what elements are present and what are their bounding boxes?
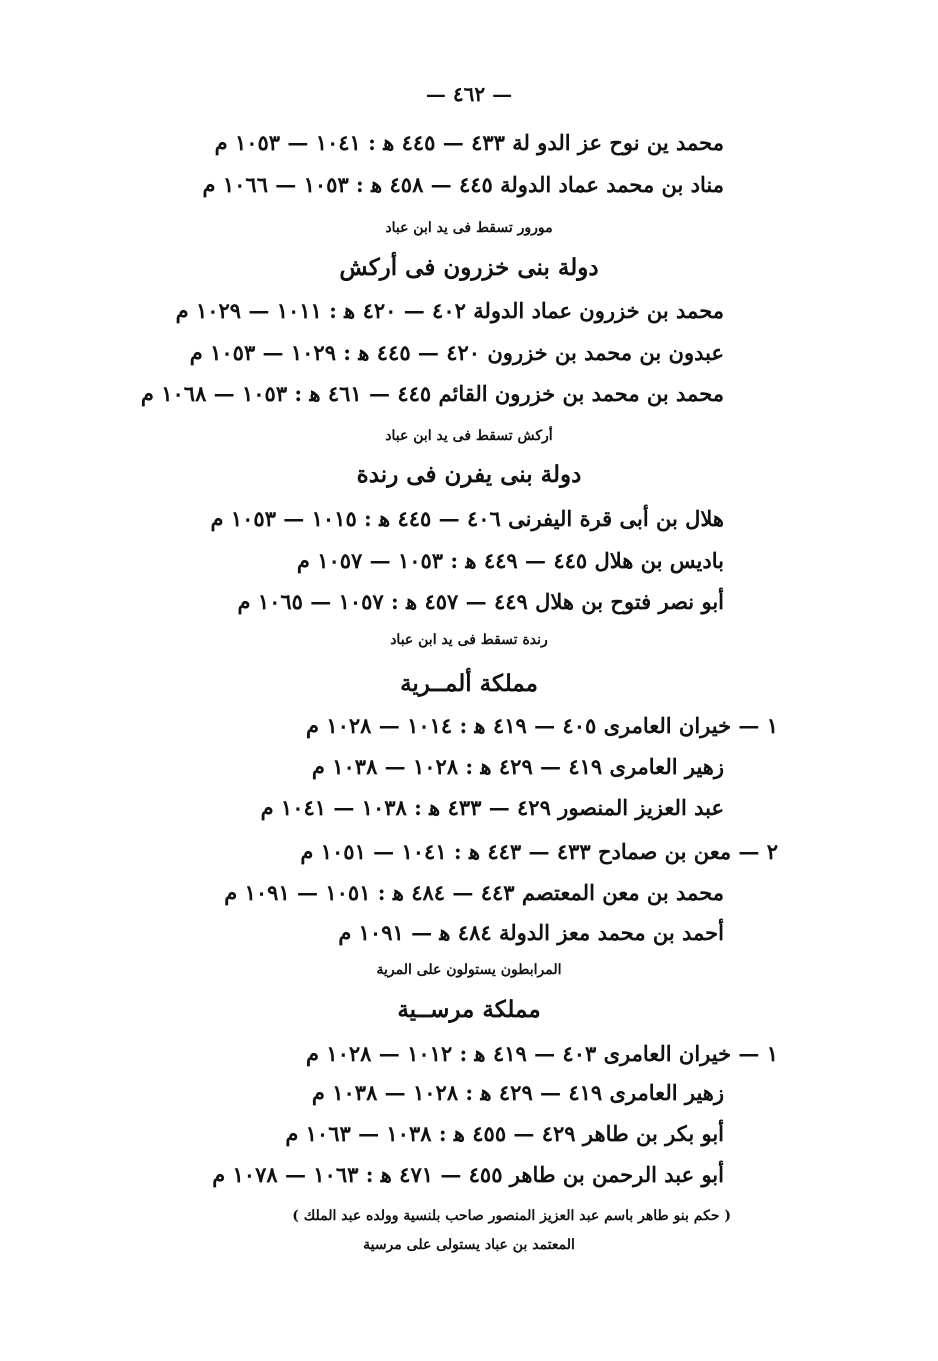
ruler-entry: عبدون بن محمد بن خزرون ٤٢٠ — ٤٤٥ ﻫ : ١٠٢٩ — ١٠٥٣ م [189,340,724,365]
section-heading: مملكة مرســية [397,996,541,1023]
ruler-entry: محمد بن محمد بن خزرون القائم ٤٤٥ — ٤٦١ ﻫ : ١٠٥٣ — ١٠٦٨ م [140,381,724,406]
ruler-entry: هلال بن أبى قرة اليفرنى ٤٠٦ — ٤٤٥ ﻫ : ١٠١٥ — ١٠٥٣ م [210,506,724,531]
ruler-entry: أبو عبد الرحمن بن طاهر ٤٥٥ — ٤٧١ ﻫ : ١٠٦٣ — ١٠٧٨ م [212,1162,724,1187]
section-note: أركش تسقط فى يد ابن عباد [385,428,553,444]
section-note: ( حكم بنو طاهر باسم عبد العزيز المنصور صاحب بلنسية وولده عبد الملك ) [292,1208,731,1224]
section-note: المرابطون يستولون على المرية [376,962,562,978]
ruler-entry: أبو نصر فتوح بن هلال ٤٤٩ — ٤٥٧ ﻫ : ١٠٥٧ — ١٠٦٥ م [237,589,724,614]
ruler-entry: محمد بن خزرون عماد الدولة ٤٠٢ — ٤٢٠ ﻫ : ١٠١١ — ١٠٢٩ م [175,298,724,323]
section-heading: مملكة ألمــرية [400,670,538,697]
ruler-entry: ٢ — معن بن صمادح ٤٣٣ — ٤٤٣ ﻫ : ١٠٤١ — ١٠٥١ م [300,839,778,864]
ruler-entry: ١ — خيران العامرى ٤٠٥ — ٤١٩ ﻫ : ١٠١٤ — ١٠٢٨ م [305,713,778,738]
ruler-entry: ١ — خيران العامرى ٤٠٣ — ٤١٩ ﻫ : ١٠١٢ — ١٠٢٨ م [305,1041,778,1066]
ruler-entry: مناد بن محمد عماد الدولة ٤٤٥ — ٤٥٨ ﻫ : ١٠٥٣ — ١٠٦٦ م [202,172,724,197]
section-note: المعتمد بن عباد يستولى على مرسية [363,1237,575,1253]
section-heading: دولة بنى يفرن فى رندة [356,461,582,488]
ruler-entry: عبد العزيز المنصور ٤٢٩ — ٤٣٣ ﻫ : ١٠٣٨ — ١٠٤١ م [260,795,724,820]
section-heading: دولة بنى خزرون فى أركش [339,254,599,281]
ruler-entry: أحمد بن محمد معز الدولة ٤٨٤ ﻫ — ١٠٩١ م [338,920,724,945]
ruler-entry: محمد بن معن المعتصم ٤٤٣ — ٤٨٤ ﻫ : ١٠٥١ — ١٠٩١ م [224,880,724,905]
ruler-entry: زهير العامرى ٤١٩ — ٤٢٩ ﻫ : ١٠٢٨ — ١٠٣٨ م [311,754,724,779]
section-note: مورور تسقط فى يد ابن عباد [385,220,553,236]
ruler-entry: زهير العامرى ٤١٩ — ٤٢٩ ﻫ : ١٠٢٨ — ١٠٣٨ م [311,1080,724,1105]
section-note: رندة تسقط فى يد ابن عباد [390,632,548,648]
ruler-entry: باديس بن هلال ٤٤٥ — ٤٤٩ ﻫ : ١٠٥٣ — ١٠٥٧ م [296,548,724,573]
page-number: — ٤٦٢ — [425,82,513,106]
ruler-entry: أبو بكر بن طاهر ٤٢٩ — ٤٥٥ ﻫ : ١٠٣٨ — ١٠٦٣ م [285,1121,724,1146]
ruler-entry: محمد ين نوح عز الدو لة ٤٣٣ — ٤٤٥ ﻫ : ١٠٤١ — ١٠٥٣ م [214,130,724,155]
